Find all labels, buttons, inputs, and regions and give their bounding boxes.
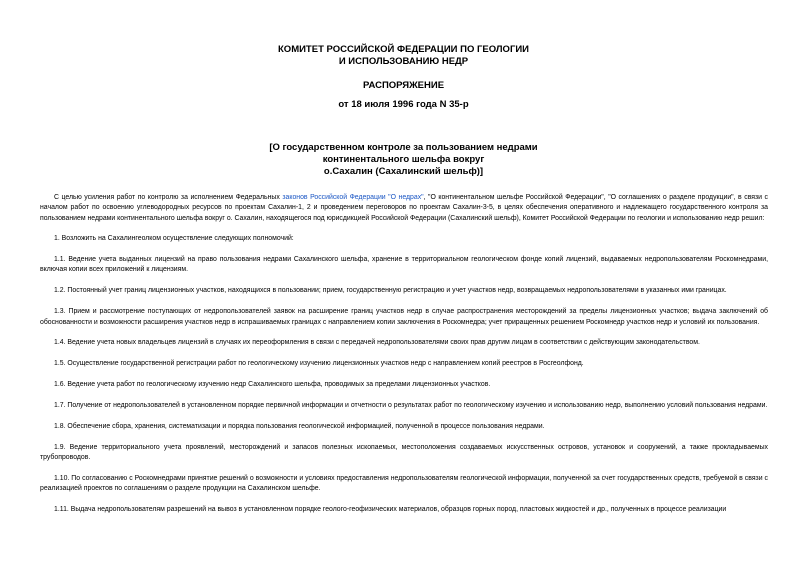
item-1-7: 1.7. Получение от недропользователей в установленном порядке первичной информации и отчетности о результатах работ по геологическому изучению и использованию недр, выполнению условий пользования недрами.: [54, 402, 768, 410]
item-1-2: 1.2. Постоянный учет границ лицензионных участков, находящихся в пользовании; прием, государственную регистрацию и учет участков недр, возвращаемых недропользователями в указанных ими границах.: [54, 287, 727, 295]
document-body: [40, 193, 768, 526]
item-1-1: 1.1. Ведение учета выданных лицензий на право пользования недрами Сахалинского шельфа, хранение в территориальном геологическом фонде копий лицензий, выдаваемых недропользователям Роскомнедрами, включая копии всех приложений к лицензиям.: [40, 256, 768, 274]
intro-text-start: С целью усиления работ по контролю за исполнением Федеральных: [54, 194, 283, 201]
org-title-line2: И ИСПОЛЬЗОВАНИЮ НЕДР: [338, 56, 469, 67]
doc-date-number: от 18 июля 1996 года N 35-р: [338, 99, 469, 110]
item-1-11: 1.11. Выдача недропользователям разрешений на вывоз в установленном порядке геолого-геофизических материалов, образцов горных пород, пластовых жидкостей и др., полученных в процессе реализации: [54, 506, 727, 514]
item-1: 1. Возложить на Сахалингеолком осуществление следующих полномочий:: [54, 235, 294, 243]
law-link[interactable]: законов Российской Федерации "О недрах": [282, 194, 424, 201]
doc-subject-line1: [О государственном контроле за пользованием недрами: [269, 142, 538, 153]
item-1-6: 1.6. Ведение учета работ по геологическому изучению недр Сахалинского шельфа, проводимых за пределами лицензионных участков.: [54, 381, 491, 389]
item-1-9: 1.9. Ведение территориального учета проявлений, месторождений и запасов полезных ископаемых, местоположения создаваемых искусственных островов, установок и сооружений, а также прокладываемых трубопроводов.: [40, 443, 768, 462]
item-1-10: 1.10. По согласованию с Роскомнедрами принятие решений о возможности и условиях предоставления недропользователям геологической информации, полученной за счет государственных средств, требуемой в связи с реализацией проектов по соглашениям о разделе продукции на Сахалинском шельфе.: [40, 475, 768, 493]
item-1-5: 1.5. Осуществление государственной регистрации работ по геологическому изучению лицензионных участков недр с направлением копий реестров в Росгеолфонд.: [54, 360, 584, 368]
item-1-8: 1.8. Обеспечение сбора, хранения, систематизации и порядка пользования геологической информацией, полученной в процессе пользования недрами.: [54, 423, 545, 430]
doc-subject-line3: о.Сахалин (Сахалинский шельф)]: [323, 166, 484, 177]
doc-type: РАСПОРЯЖЕНИЕ: [362, 80, 445, 91]
org-title-line1: КОМИТЕТ РОССИЙСКОЙ ФЕДЕРАЦИИ ПО ГЕОЛОГИИ: [278, 44, 529, 55]
item-1-4: 1.4. Ведение учета новых владельцев лицензий в случаях их переоформления в связи с передачей недропользователями своих прав другим лицам в соответствии с действующим законодательством.: [54, 339, 700, 347]
intro-paragraph: [40, 193, 768, 224]
item-1-3: 1.3. Прием и рассмотрение поступающих от недропользователей заявок на расширение границ участков недр в случае распространения месторождений за пределы лицензионных участков; выдача заключений об обоснованности и возможности расширения участков недр в испрашиваемых границах с направлением копии заключения в Роскомнедра; учет приращенных решением Роскомнедр участков недр и условий их пользования.: [40, 308, 768, 326]
intro-text-end: , "О континентальном шельфе Российской Федерации", "О соглашениях о разделе продукции", в связи с началом работ по освоению углеводородных ресурсов по проектам Сахалин-1, 2 и проведением переговоров по проектам Сахалин-3-5, в целях обеспечения оперативного и надлежащего государственного контроля за пользованием недрами континентального шельфа вокруг о. Сахалин, находящегося под юрисдикцией Российской Федерации (Сахалинский шельф), Комитет Российской Федерации по геологии и использованию недр решил:: [40, 194, 768, 222]
doc-subject-line2: континентального шельфа вокруг: [322, 154, 485, 165]
